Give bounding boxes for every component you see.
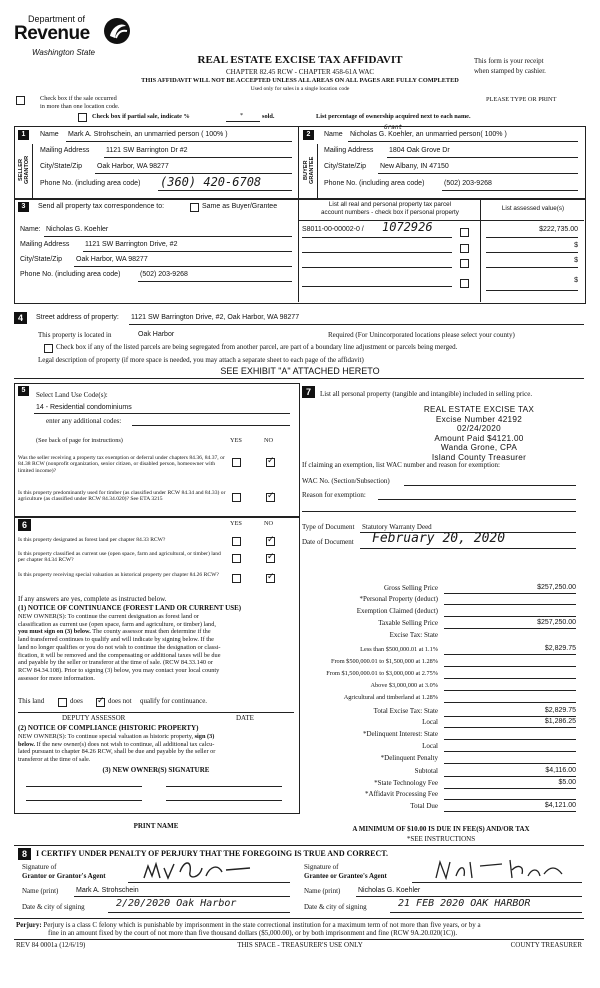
parcel-number-1[interactable]: S8011-00-00002-0 / — [302, 226, 364, 233]
assessed-header: List assessed value(s) — [501, 205, 565, 212]
tier1-line — [444, 654, 576, 655]
located-required-note: Required (For Unincorporated locations please select your county) — [328, 331, 515, 339]
new-owner-sig-line-1 — [26, 786, 142, 787]
partial-sold-label: sold. — [262, 113, 275, 120]
corr-phone-value[interactable]: (502) 203-9268 — [140, 271, 188, 278]
partial-pct-value[interactable]: * — [240, 112, 244, 119]
legal-desc-value[interactable]: SEE EXHIBIT "A" ATTACHED HERETO — [220, 366, 380, 376]
legal-desc-label: Legal description of property (if more space is needed, you may attach a separate sheet to each page of the affidavit) — [38, 356, 364, 364]
exemption-reason-label: Reason for exemption: — [302, 491, 366, 499]
receipt-note-1: This form is your receipt — [474, 57, 544, 65]
personal-property-checkbox-2[interactable] — [460, 244, 469, 253]
notice2-line-1-bold: sign (3) — [194, 733, 215, 740]
logo-swoosh-icon — [102, 16, 132, 46]
footer-top-line — [14, 939, 584, 940]
tier3-line — [444, 678, 576, 679]
perjury-line-2: fine in an amount fixed by the court of not more than five thousand dollars ($5,000.00), or by both imprisonment and fine (RCW 9A.20.020(1C)). — [48, 929, 458, 937]
exemption-reason-line-2 — [302, 511, 576, 512]
buyer-addr-label: Mailing Address — [324, 147, 374, 154]
section-8-badge: 8 — [18, 848, 31, 860]
tier5-line — [444, 702, 576, 703]
land-qualify-label: qualify for continuance. — [140, 697, 208, 705]
sec5-q1-yes-checkbox[interactable] — [232, 458, 241, 467]
land-use-code-value[interactable]: 14 - Residential condominiums — [36, 404, 132, 411]
deputy-date-label: DATE — [236, 714, 254, 722]
delinquent-state-line — [444, 739, 576, 740]
exemption-label: If claiming an exemption, list WAC number and reason for exemption: — [302, 461, 500, 469]
personal-property-checkbox-1[interactable] — [460, 228, 469, 237]
total-state-value[interactable]: $2,829.75 — [544, 707, 576, 714]
seller-name-label: Name — [40, 131, 59, 138]
dor-logo — [14, 14, 134, 70]
tier5-label: Agricultural and timberland at 1.28% — [343, 694, 438, 701]
buyer-grant-note: Grant — [384, 124, 403, 131]
notice1-line-6: fication, it will be removed and the compensating or additional taxes will be due — [18, 651, 221, 659]
seller-phone-label: Phone No. (including area code) — [40, 180, 141, 187]
sec6-q3: Is this property receiving special valuation as historical property per chapter 84.26 RCW? — [18, 572, 219, 578]
subtotal-value[interactable]: $4,116.00 — [545, 767, 576, 774]
seller-phone-value[interactable]: (360) 420-6708 — [160, 175, 262, 189]
form-title: REAL ESTATE EXCISE TAX AFFIDAVIT — [197, 54, 403, 66]
corr-name-value[interactable]: Nicholas G. Koehler — [46, 226, 109, 233]
taxable-label: Taxable Selling Price — [378, 619, 438, 627]
doc-date-line — [360, 548, 576, 549]
subtotal-label: Subtotal — [414, 767, 438, 775]
corr-city-value[interactable]: Oak Harbor, WA 98277 — [76, 256, 148, 263]
located-label: This property is located in — [38, 331, 112, 339]
notice2-line-1-text: NEW OWNER(S): To continue special valuation as historic property, — [18, 733, 195, 740]
notice2-line-4: transferor at the time of sale. — [18, 756, 91, 764]
stamp-line-1: REAL ESTATE EXCISE TAX — [423, 405, 535, 414]
section-8-top-line — [14, 845, 584, 846]
buyer-phone-label: Phone No. (including area code) — [324, 180, 425, 187]
tech-fee-line — [444, 788, 576, 789]
deputy-assessor-line — [18, 712, 294, 713]
partial-sale-label: Check box if partial sale, indicate % — [92, 113, 190, 120]
seller-addr-line — [104, 157, 292, 158]
see-back-note: (See back of page for instructions) — [36, 437, 123, 444]
same-as-buyer-label: Same as Buyer/Grantee — [202, 203, 278, 210]
personal-property-checkbox-4[interactable] — [460, 279, 469, 288]
delinquent-local-label: Local — [422, 742, 438, 750]
certify-statement: I CERTIFY UNDER PENALTY OF PERJURY THAT THE FOREGOING IS TRUE AND CORRECT. — [36, 849, 389, 858]
assessed-dollar-3: $ — [574, 257, 578, 264]
corr-addr-value[interactable]: 1121 SW Barrington Drive, #2 — [85, 241, 178, 248]
multi-location-checkbox[interactable] — [16, 96, 25, 105]
ownership-note: List percentage of ownership acquired next to each name. — [316, 113, 471, 120]
grantor-sig-label-2: Grantor or Grantor's Agent — [22, 872, 106, 880]
seller-city-label: City/State/Zip — [40, 163, 83, 170]
section-7-badge: 7 — [302, 386, 315, 398]
grantee-name-line — [356, 896, 582, 897]
sec6-q1: Is this property designated as forest land per chapter 84.33 RCW? — [18, 537, 166, 543]
doc-date-value[interactable]: February 20, 2020 — [372, 531, 506, 546]
form-chapter: CHAPTER 82.45 RCW - CHAPTER 458-61A WAC — [225, 68, 375, 76]
assessed-value-1[interactable]: $222,735.00 — [539, 226, 578, 233]
tier2-label: From $500,000.01 to $1,500,000 at 1.28% — [330, 658, 438, 665]
sec6-q1-no-checkbox[interactable] — [266, 537, 275, 546]
tier3-label: From $1,500,000.01 to $3,000,000 at 2.75% — [326, 670, 438, 677]
buyer-addr-value[interactable]: 1804 Oak Grove Dr — [389, 147, 450, 154]
additional-codes-line — [132, 425, 290, 426]
tier2-line — [444, 666, 576, 667]
notice3-title: (3) NEW OWNER(S) SIGNATURE — [102, 766, 210, 774]
street-line — [129, 324, 584, 325]
grantor-signature[interactable] — [140, 858, 260, 884]
grantor-sig-label-1: Signature of — [22, 863, 57, 871]
assessed-line-3 — [486, 267, 578, 268]
notice1-line-7: and payable by the seller or transferor at the time of sale. (RCW 84.33.140 or — [18, 659, 213, 667]
receipt-note-2: when stamped by cashier. — [474, 67, 546, 75]
exemption-deduct-line — [444, 616, 576, 617]
notice1-line-2: classification as current use (open space, farm and agriculture, or timber) land, — [18, 620, 216, 628]
assessed-dollar-4: $ — [574, 277, 578, 284]
stamp-line-6: Island County Treasurer — [431, 452, 527, 462]
notice2-line-2-bold: below. — [18, 740, 35, 748]
land-does-not-label: does not — [108, 697, 132, 705]
corr-addr-label: Mailing Address — [20, 241, 70, 248]
corr-phone-line — [138, 281, 292, 282]
notice1-title: (1) NOTICE OF CONTINUANCE (FOREST LAND OR CURRENT USE) — [18, 604, 242, 612]
parcel-line-1 — [302, 237, 452, 238]
partial-pct-line — [226, 121, 260, 122]
form-revision: REV 84 0001a (12/6/19) — [16, 941, 86, 949]
segregated-checkbox[interactable] — [44, 344, 53, 353]
notice1-line-3-bold: you must sign on (3) below. — [18, 628, 91, 636]
buyer-name-value[interactable]: Nicholas G. Koehler, an unmarried person( 100% ) — [350, 131, 507, 138]
delinquent-penalty-line — [444, 763, 576, 764]
seller-addr-label: Mailing Address — [40, 147, 90, 154]
sec6-q3-yes-checkbox[interactable] — [232, 574, 241, 583]
exemption-reason-line — [378, 499, 576, 500]
doc-type-value[interactable]: Statutory Warranty Deed — [362, 523, 432, 531]
multi-location-label-2: in more than one location code. — [40, 103, 120, 110]
sec5-q2-no-checkbox[interactable] — [266, 493, 275, 502]
buyer-name-line — [348, 141, 578, 142]
grantor-date-value[interactable]: 2/20/2020 Oak Harbor — [116, 898, 237, 909]
corr-city-line — [74, 266, 292, 267]
seller-phone-line — [158, 190, 292, 191]
subtotal-line — [444, 776, 576, 777]
sec6-q2-yes-checkbox[interactable] — [232, 554, 241, 563]
treasurer-use-note: THIS SPACE - TREASURER'S USE ONLY — [237, 941, 363, 949]
taxable-line — [444, 628, 576, 629]
sec5-yes-header: YES — [230, 437, 242, 444]
seller-side-label: SELLER GRANTOR — [18, 155, 30, 185]
notice1-line-5: land no longer qualifies or you do not wish to continue the designation or classi- — [18, 643, 221, 651]
notice2-title: (2) NOTICE OF COMPLIANCE (HISTORIC PROPERTY) — [18, 724, 199, 732]
perjury-notice — [16, 921, 586, 937]
grantee-name-value[interactable]: Nicholas G. Koehler — [358, 887, 421, 894]
stamp-line-3: 02/24/2020 — [457, 424, 501, 434]
same-as-buyer-checkbox[interactable] — [190, 203, 199, 212]
buyer-addr-line — [387, 157, 578, 158]
buyer-name-label: Name — [324, 131, 343, 138]
notice1-line-3 — [18, 628, 296, 636]
sec6-answers-note: If any answers are yes, complete as instructed below. — [18, 595, 167, 603]
deputy-assessor-label: DEPUTY ASSESSOR — [62, 714, 126, 722]
buyer-city-label: City/State/Zip — [324, 163, 367, 170]
land-does-checkbox[interactable] — [58, 698, 67, 707]
tier1-label: Less than $500,000.01 at 1.1% — [360, 646, 438, 653]
local-value[interactable]: $1,286.25 — [544, 718, 576, 725]
seller-name-line — [66, 141, 292, 142]
corr-name-label: Name: — [20, 226, 41, 233]
personal-deduct-line — [444, 604, 576, 605]
logo-state-text: Washington State — [32, 48, 96, 57]
section-6-badge: 6 — [18, 519, 31, 531]
buyer-city-line — [378, 173, 578, 174]
wac-line — [404, 485, 576, 486]
seller-addr-value[interactable]: 1121 SW Barrington Dr #2 — [106, 147, 188, 154]
delinquent-penalty-label: *Delinquent Penalty — [380, 754, 438, 762]
seller-label-divider — [32, 144, 33, 198]
section-5-badge: 5 — [18, 386, 29, 396]
affidavit-fee-label: *Affidavit Processing Fee — [365, 790, 438, 798]
notice1-line-1: NEW OWNER(S): To continue the current designation as forest land or — [18, 613, 199, 620]
total-due-value[interactable]: $4,121.00 — [544, 802, 576, 809]
tech-fee-value[interactable]: $5.00 — [558, 779, 576, 786]
buyer-city-value[interactable]: New Albany, IN 47150 — [380, 163, 449, 170]
corr-phone-label: Phone No. (including area code) — [20, 271, 121, 278]
new-owner-print-line-2 — [166, 800, 282, 801]
wac-label: WAC No. (Section/Subsection) — [302, 477, 390, 485]
parcel-header-line — [298, 220, 584, 221]
grantor-date-line — [108, 912, 290, 913]
land-use-code-line — [34, 413, 290, 414]
print-name-label: PRINT NAME — [133, 822, 179, 830]
notice1-line-8: RCW 84.34.108). Prior to signing (3) below, you may contact your local county — [18, 666, 220, 674]
notice2-body — [18, 733, 296, 764]
total-due-label: Total Due — [410, 802, 438, 810]
sec5-no-header: NO — [264, 437, 274, 444]
minimum-due-note: A MINIMUM OF $10.00 IS DUE IN FEE(S) AND/OR TAX — [352, 825, 530, 833]
grantee-sig-label-2: Grantee or Grantee's Agent — [304, 872, 387, 880]
sec6-q2-no-checkbox[interactable] — [266, 554, 275, 563]
stamp-line-5: Wanda Grone, CPA — [440, 443, 518, 453]
delinquent-local-line — [444, 751, 576, 752]
assessed-line-2 — [486, 252, 578, 253]
grantee-name-label: Name (print) — [304, 887, 341, 895]
this-land-label: This land — [18, 697, 45, 705]
sec5-q1-no-checkbox[interactable] — [266, 458, 275, 467]
buyer-phone-line — [442, 190, 578, 191]
located-value[interactable]: Oak Harbor — [138, 331, 175, 338]
partial-sale-checkbox[interactable] — [78, 113, 87, 122]
corr-label: Send all property tax correspondence to: — [38, 203, 165, 210]
grantee-date-label: Date & city of signing — [304, 903, 367, 911]
land-does-label: does — [70, 697, 83, 705]
notice1-line-4: land transferred continues to qualify and will indicate by signing below. If the — [18, 636, 214, 644]
form-warning: THIS AFFIDAVIT WILL NOT BE ACCEPTED UNLESS ALL AREAS ON ALL PAGES ARE FULLY COMPLETED — [141, 77, 459, 84]
local-label: Local — [422, 718, 438, 726]
perjury-top-line — [14, 918, 584, 919]
taxable-value[interactable]: $257,250.00 — [537, 619, 576, 626]
parcel-line-4 — [302, 286, 452, 287]
parcel-header-2: account numbers - check box if personal property — [321, 209, 459, 216]
please-type-note: PLEASE TYPE OR PRINT — [486, 96, 557, 103]
corr-city-label: City/State/Zip — [20, 256, 63, 263]
additional-codes-label: enter any additional codes: — [46, 417, 122, 425]
exemption-deduct-label: Exemption Claimed (deduct) — [356, 607, 438, 615]
sec6-no-header: NO — [264, 520, 274, 527]
parcel-header-1: List all real and personal property tax parcel — [328, 201, 452, 208]
doc-type-label: Type of Document — [302, 523, 355, 531]
corr-name-line — [44, 236, 292, 237]
sec6-yes-header: YES — [230, 520, 242, 527]
seller-city-line — [95, 173, 292, 174]
tech-fee-label: *State Technology Fee — [374, 779, 438, 787]
total-state-label: Total Excise Tax: State — [373, 707, 438, 715]
grantor-name-label: Name (print) — [22, 887, 59, 895]
gross-label: Gross Selling Price — [383, 584, 438, 592]
notice2-line-2-rest: If the new owner(s) does not wish to continue, all additional tax calcu- — [34, 740, 215, 748]
segregated-label: Check box if any of the listed parcels are being segregated from another parcel, are part of a boundary line adjustment or parcels being merged. — [56, 343, 458, 351]
grantee-sig-line — [412, 882, 582, 883]
gross-line — [444, 593, 576, 594]
logo-revenue-text: Revenue — [14, 23, 90, 44]
county-treasurer-label: COUNTY TREASURER — [510, 941, 582, 949]
local-line — [444, 727, 576, 728]
parties-divider — [298, 126, 299, 198]
stamp-line-2: Excise Number 42192 — [435, 414, 523, 424]
tier1-value[interactable]: $2,829.75 — [544, 645, 576, 652]
buyer-side-label: BUYER GRANTEE — [303, 156, 315, 184]
personal-property-label: List all personal property (tangible and intangible) included in selling price. — [320, 390, 533, 398]
sec5-q2-yes-checkbox[interactable] — [232, 493, 241, 502]
seller-name-value[interactable]: Mark A. Strohschein, an unmarried person ( 100% ) — [68, 131, 228, 138]
gross-value[interactable]: $257,250.00 — [537, 584, 576, 591]
notice1-body — [18, 613, 296, 682]
street-label: Street address of property: — [36, 314, 119, 321]
excise-state-label: Excise Tax: State — [389, 631, 438, 639]
total-due-line — [444, 811, 576, 812]
see-instructions-note: *SEE INSTRUCTIONS — [406, 835, 476, 843]
new-owner-print-line-1 — [26, 800, 142, 801]
section-4-badge: 4 — [14, 312, 27, 324]
notice2-line-1 — [18, 733, 296, 741]
buyer-label-divider — [317, 144, 318, 198]
land-does-not-checkbox[interactable] — [96, 698, 105, 707]
section-1-badge: 1 — [18, 130, 29, 140]
land-use-label: Select Land Use Code(s): — [36, 391, 108, 399]
assessed-dollar-2: $ — [574, 242, 578, 249]
sec6-q1-yes-checkbox[interactable] — [232, 537, 241, 546]
parcel-number-handwritten: 1072926 — [382, 220, 433, 234]
sec6-q2: Is this property classified as current use (open space, farm and agricultural, or timber) land per chapter 84.34 RCW? — [18, 551, 221, 564]
personal-property-checkbox-3[interactable] — [460, 259, 469, 268]
delinquent-state-label: *Delinquent Interest: State — [362, 730, 438, 738]
sec6-q3-no-checkbox[interactable] — [266, 574, 275, 583]
doc-date-label: Date of Document — [302, 538, 354, 546]
total-state-line — [444, 716, 576, 717]
buyer-phone-value[interactable]: (502) 203-9268 — [444, 180, 492, 187]
street-value[interactable]: 1121 SW Barrington Drive, #2, Oak Harbor, WA 98277 — [131, 314, 300, 321]
section-3-badge: 3 — [18, 202, 29, 212]
grantee-date-line — [390, 912, 582, 913]
section-3-divider-1 — [298, 198, 299, 302]
single-location-note: Used only for sales in a single location code — [250, 86, 350, 92]
sec5-q1: Was the seller receiving a property tax exemption or deferral under chapters 84.36, 84.37, or 84.38 RCW (nonprofit organization, senior citizen, or disabled person, homeowner with limited income)? — [18, 455, 225, 474]
perjury-text-1: Perjury is a class C felony which is punishable by imprisonment in the state correctional institution for a maximum term of not more than five years, or by a — [41, 921, 481, 929]
section-3-divider-2 — [480, 198, 481, 302]
grantee-signature[interactable] — [432, 856, 572, 884]
section-2-badge: 2 — [303, 130, 314, 140]
grantor-date-label: Date & city of signing — [22, 903, 85, 911]
tier4-label: Above $3,000,000 at 3.0% — [370, 682, 438, 689]
affidavit-fee-line — [444, 799, 576, 800]
grantor-name-line — [74, 896, 290, 897]
treasurer-stamp — [394, 405, 564, 463]
assessed-line-4 — [486, 290, 578, 291]
parcel-line-3 — [302, 267, 452, 268]
sec5-q2: Is this property predominantly used for timber (as classified under RCW 84.34 and 84.33) or agriculture (as classified under RCW 84.34.020)? See ETA 3215 — [18, 490, 226, 503]
notice1-line-9: assessor for more information. — [18, 674, 95, 682]
notice1-line-3-rest: The county assessor must then determine if the — [90, 628, 211, 636]
multi-location-label-1: Check box if the sale occurred — [40, 95, 117, 102]
notice2-line-2 — [18, 741, 296, 749]
grantee-sig-label-1: Signature of — [304, 863, 339, 871]
notice2-line-3: lated pursuant to chapter 84.26 RCW, shall be due and payable by the seller or — [18, 748, 216, 756]
tier4-line — [444, 690, 576, 691]
parcel-line-2 — [302, 252, 452, 253]
assessed-line-1 — [486, 237, 578, 238]
grantee-date-value[interactable]: 21 FEB 2020 OAK HARBOR — [398, 898, 531, 909]
perjury-label: Perjury: — [16, 921, 42, 929]
personal-deduct-label: *Personal Property (deduct) — [359, 595, 438, 603]
corr-addr-line — [83, 251, 292, 252]
logo-dept-text: Department of — [28, 14, 86, 24]
stamp-line-4: Amount Paid $4121.00 — [434, 433, 524, 443]
perjury-line-1 — [16, 921, 586, 929]
grantor-sig-line — [128, 882, 290, 883]
legal-desc-line — [14, 378, 584, 379]
grantor-name-value[interactable]: Mark A. Strohschein — [76, 887, 139, 894]
new-owner-sig-line-2 — [166, 786, 282, 787]
seller-city-value[interactable]: Oak Harbor, WA 98277 — [97, 163, 169, 170]
